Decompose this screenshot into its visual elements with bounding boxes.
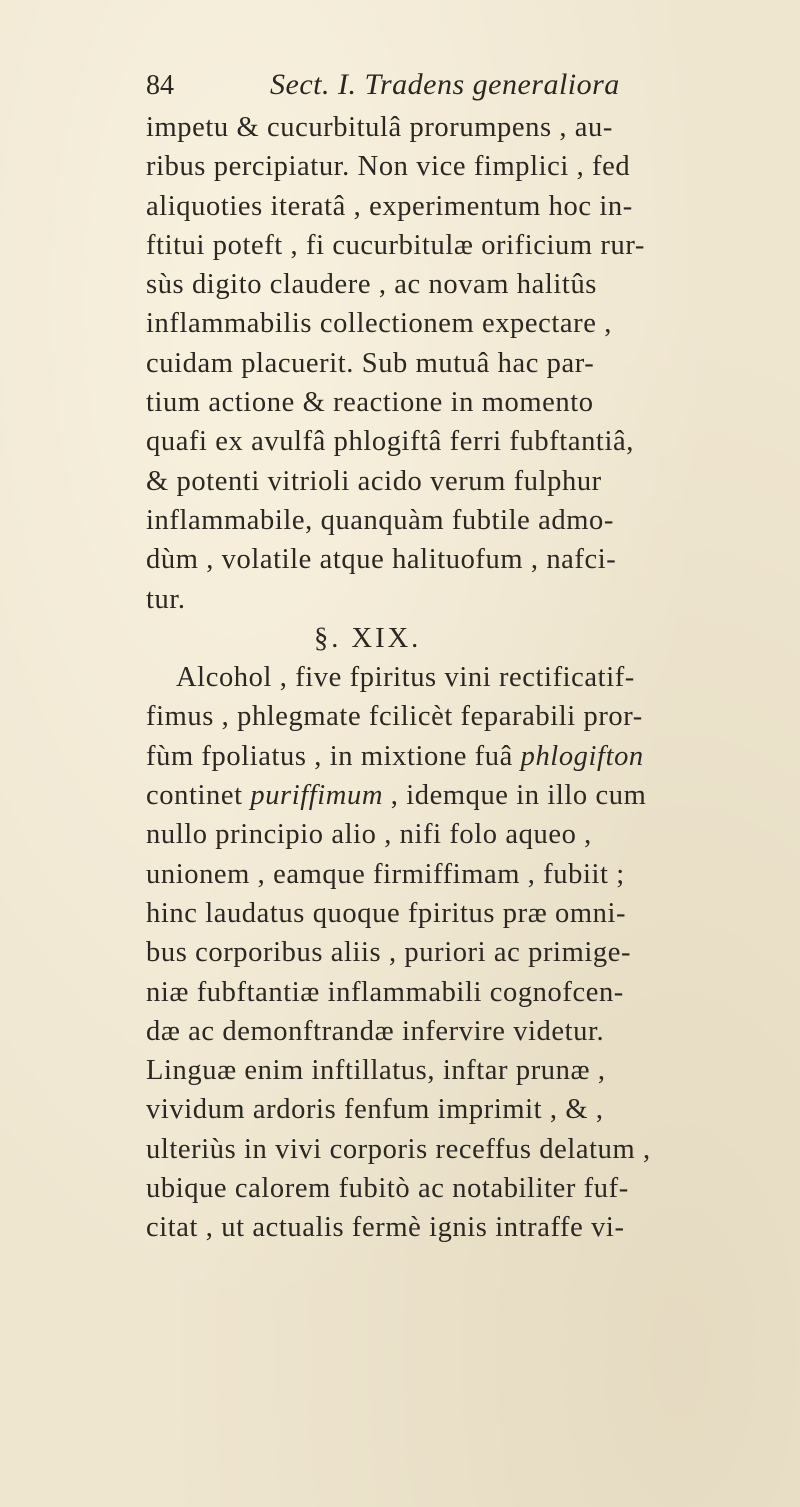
text-run: fimus , phlegmate fcilicèt feparabili pror- xyxy=(146,701,643,733)
text-line xyxy=(146,1130,786,1169)
text-line: dùm , volatile atque halituofum , nafci- xyxy=(146,544,617,576)
text-line xyxy=(146,1012,786,1051)
text-line: impetu & cucurbitulâ prorumpens , au- xyxy=(146,112,613,143)
text-run: vividum ardoris fenfum imprimit , & , xyxy=(146,1094,604,1126)
text-line: ftitui poteft , fi cucurbitulæ orificium rur- xyxy=(146,229,645,261)
text-run: dæ ac demonftrandæ infervire videtur. xyxy=(146,1015,605,1047)
text-run: bus corporibus aliis , puriori ac primige- xyxy=(146,937,632,969)
text-run: niæ fubftantiæ inflammabili cognofcen- xyxy=(146,976,624,1008)
body-text xyxy=(146,108,786,1248)
text-run: hinc laudatus quoque fpiritus præ omni- xyxy=(146,897,627,929)
text-line: tium actione & reactione in momento xyxy=(146,387,594,419)
text-run: unionem , eamque firmiffimam , fubiit ; xyxy=(146,858,625,890)
italic-term: phlogifton xyxy=(520,740,644,772)
text-line xyxy=(146,973,786,1012)
text-run: ulteriùs in vivi corporis receffus delatum , xyxy=(146,1133,651,1165)
text-line: inflammabile, quanquàm fubtile admo- xyxy=(146,504,614,536)
text-line xyxy=(146,894,786,933)
section-heading: §. XIX. xyxy=(314,622,422,654)
text-line xyxy=(146,1169,786,1208)
text-line xyxy=(146,815,786,854)
text-line: cuidam placuerit. Sub mutuâ hac par- xyxy=(146,347,595,379)
text-line: ribus percipiatur. Non vice fimplici , fed xyxy=(146,151,631,183)
text-run: , idemque in illo cum xyxy=(383,780,647,812)
text-line: Alcohol , five fpiritus vini rectificatif- xyxy=(176,662,635,694)
page-header xyxy=(146,66,686,114)
text-run: citat , ut actualis fermè ignis intraffe vi- xyxy=(146,1212,625,1244)
text-run: Linguæ enim inftillatus, inftar prunæ , xyxy=(146,1055,606,1087)
text-line: sùs digito claudere , ac novam halitûs xyxy=(146,269,597,301)
text-run: continet xyxy=(146,780,251,812)
italic-term: puriffimum xyxy=(250,780,384,812)
text-line xyxy=(146,1051,786,1090)
text-line xyxy=(146,855,786,894)
text-line: tur. xyxy=(146,583,186,615)
text-line xyxy=(146,1090,786,1129)
page-number: 84 xyxy=(146,70,174,101)
text-run: nullo principio alio , nifi folo aqueo , xyxy=(146,819,592,851)
running-head: Sect. I. Tradens generaliora xyxy=(270,68,620,101)
text-run: ubique calorem fubitò ac notabiliter fuf- xyxy=(146,1173,629,1205)
text-line: inflammabilis collectionem expectare , xyxy=(146,308,612,340)
text-run: fùm fpoliatus , in mixtione fuâ xyxy=(146,740,521,772)
text-line xyxy=(146,933,786,972)
text-line: aliquoties iteratâ , experimentum hoc in- xyxy=(146,190,633,222)
text-line xyxy=(146,776,786,815)
text-line: quafi ex avulfâ phlogiftâ ferri fubftantiâ, xyxy=(146,426,634,458)
text-line xyxy=(146,697,786,736)
text-line xyxy=(146,1208,786,1247)
text-line xyxy=(146,737,786,776)
text-line: & potenti vitrioli acido verum fulphur xyxy=(146,465,602,497)
